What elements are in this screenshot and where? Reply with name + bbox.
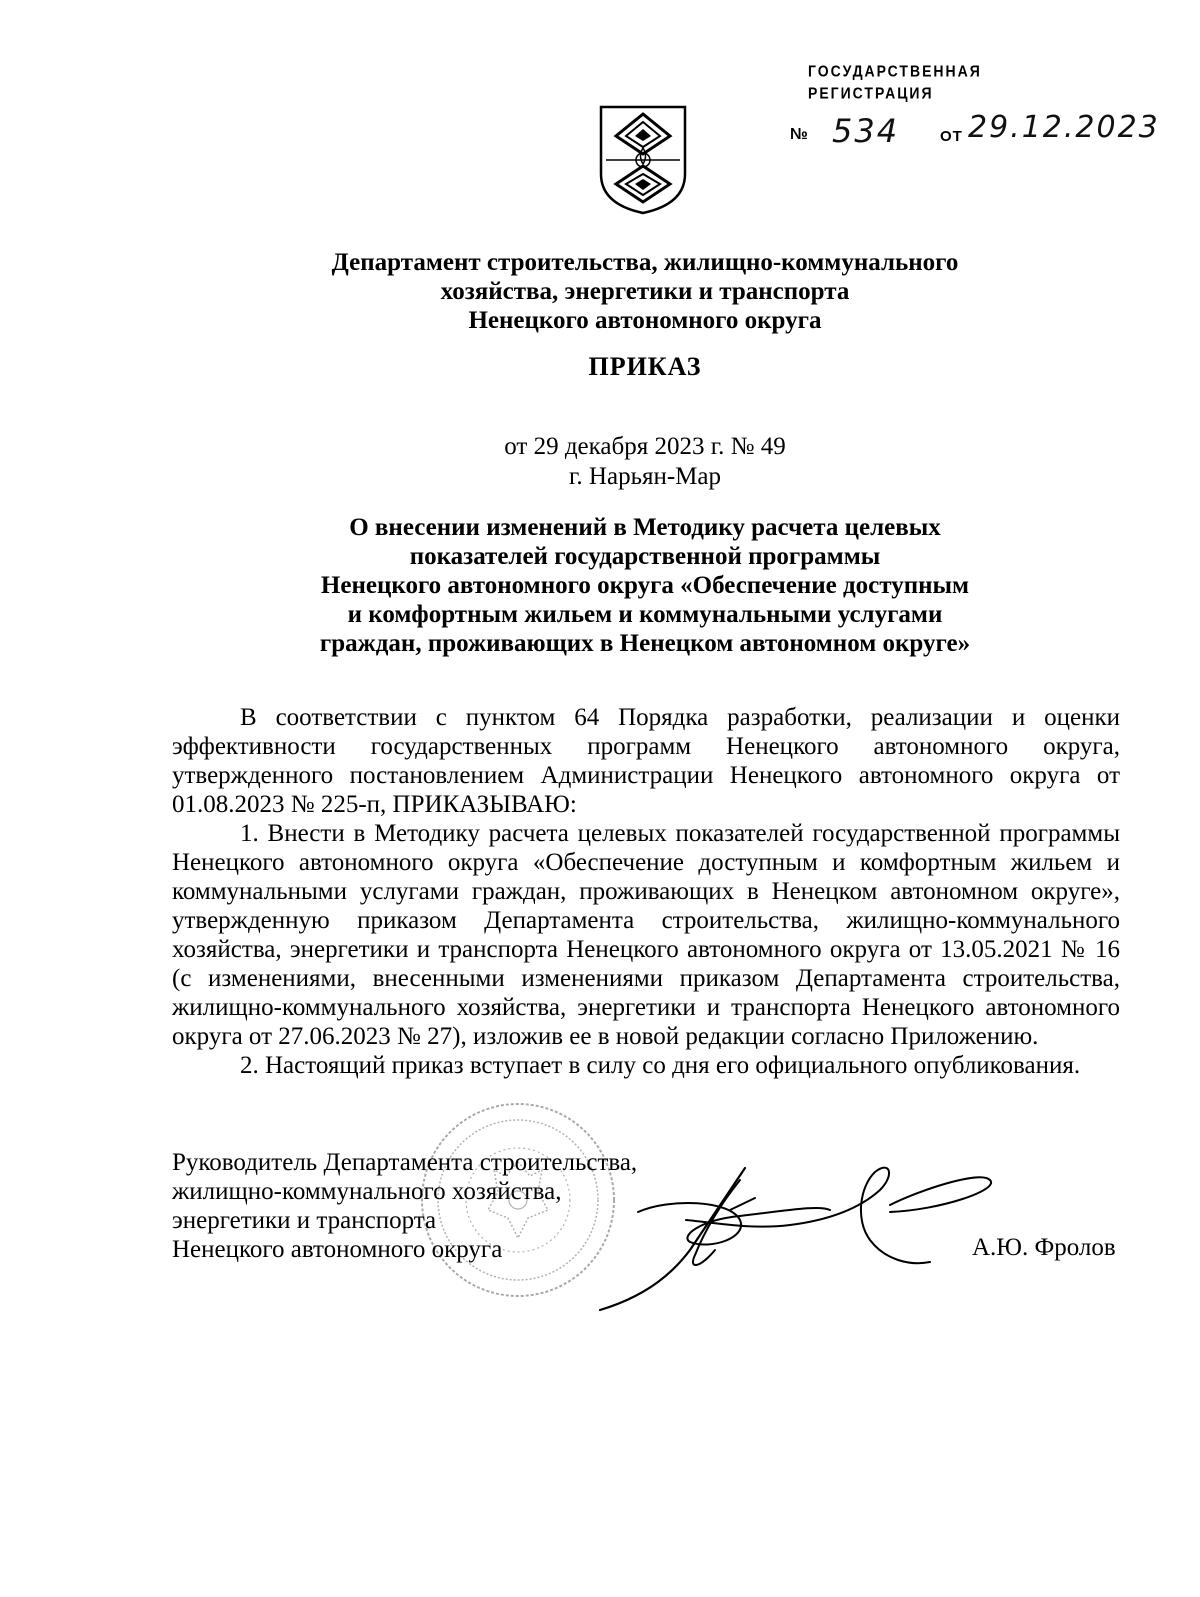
signatory-position-line: Ненецкого автономного округа [172, 1236, 503, 1263]
order-date-number: от 29 декабря 2023 г. № 49 [504, 433, 786, 460]
signatory-position-line: жилищно-коммунального хозяйства, [172, 1178, 562, 1205]
subject-line: О внесении изменений в Методику расчета целевых [349, 514, 941, 541]
signatory-name: А.Ю. Фролов [972, 1234, 1116, 1261]
registration-number: 534 [832, 112, 900, 150]
signatory-position [172, 1148, 637, 1264]
signatory-position-line: Руководитель Департамента строительства, [172, 1149, 638, 1176]
subject-line: Ненецкого автономного округа «Обеспечение доступным [320, 572, 970, 599]
subject-line: показателей государственной программы [409, 543, 881, 570]
subject-line: и комфортным жильем и коммунальными услугами [347, 601, 943, 628]
order-city: г. Нарьян-Мар [568, 463, 721, 490]
order-subject [0, 513, 1200, 658]
department-line: хозяйства, энергетики и транспорта [440, 278, 850, 305]
subject-line: граждан, проживающих в Ненецком автономном округе» [319, 630, 971, 657]
registration-date: 29.12.2023 [968, 110, 1160, 145]
body-paragraph-item-1: 1. Внести в Методику расчета целевых показателей государственной программы Ненецкого автономного округа «Обеспечение доступным и комфортным жильем и коммунальными услугами граждан, проживающих в Ненецком автономном округе», утвержденную приказом Департамента строительства, жилищно-коммунального хозяйства, энергетики и транспорта Ненецкого автономного округа от 13.05.2021 № 16 (с изменениями, внесенными изменениями приказом Департамента строительства, жилищно-коммунального хозяйства, энергетики и транспорта Ненецкого автономного округа от 27.06.2023 № 27), изложив ее в новой редакции согласно Приложению. [172, 820, 1120, 1050]
registration-line2: РЕГИСТРАЦИЯ [808, 84, 934, 102]
registration-number-prefix: № [790, 126, 808, 143]
coat-of-arms-icon [598, 104, 688, 216]
body-paragraph-preamble: В соответствии с пунктом 64 Порядка разработки, реализации и оценки эффективности государственных программ Ненецкого автономного округа, утвержденного постановлением Администрации Ненецкого автономного округа от 01.08.2023 № 225-п, ПРИКАЗЫВАЮ: [172, 704, 1120, 818]
registration-date-prefix: ОТ [940, 128, 963, 145]
order-body [172, 703, 1120, 1080]
body-paragraph-item-2: 2. Настоящий приказ вступает в силу со дня его официального опубликования. [240, 1052, 1081, 1079]
department-line: Ненецкого автономного округа [468, 307, 822, 334]
registration-stamp [790, 62, 1190, 172]
signatory-position-line: энергетики и транспорта [172, 1207, 437, 1234]
handwritten-signature [590, 1150, 1010, 1320]
order-date-block [0, 432, 1200, 492]
registration-line1: ГОСУДАРСТВЕННАЯ [808, 62, 982, 80]
department-line: Департамент строительства, жилищно-коммунального [331, 249, 959, 276]
document-title: ПРИКАЗ [588, 352, 702, 381]
department-name [0, 248, 1200, 335]
